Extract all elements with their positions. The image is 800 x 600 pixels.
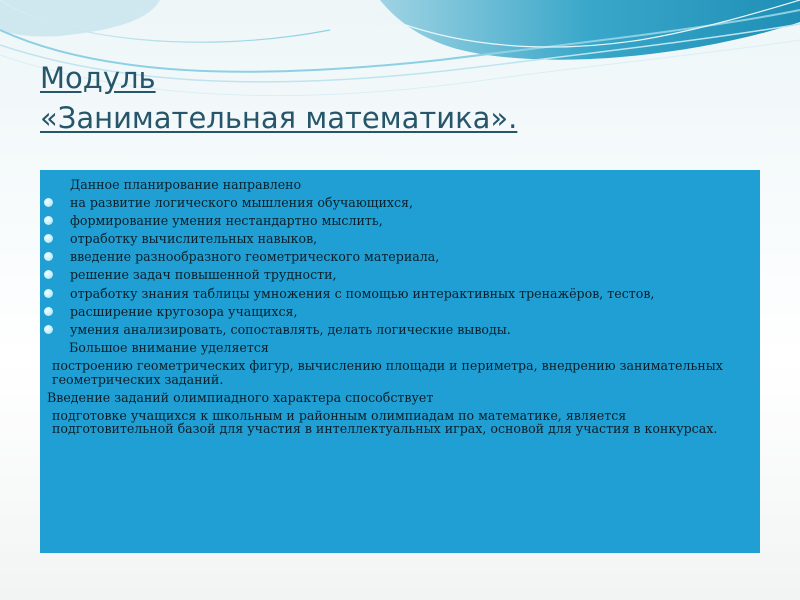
paragraph: построению геометрических фигур, вычислению площади и периметра, внедрению занимательных геометрических заданий.	[52, 357, 723, 387]
bullet-item: решение задач повышенной трудности,	[40, 268, 750, 282]
slide-title	[40, 58, 760, 138]
paragraph: Данное планирование направлено	[70, 177, 302, 192]
bullet-item: на развитие логического мышления обучающихся,	[40, 196, 750, 210]
bullet-item: отработку вычислительных навыков,	[40, 232, 750, 246]
bullet-item: введение разнообразного геометрического материала,	[40, 250, 750, 264]
bullet-item: умения анализировать, сопоставлять, делать логические выводы.	[40, 323, 750, 337]
bullet-item: формирование умения нестандартно мыслить,	[40, 214, 750, 228]
paragraph: Введение заданий олимпиадного характера способствует	[47, 389, 434, 405]
paragraph: Большое внимание уделяется	[69, 339, 269, 355]
title-line-1: Модуль	[40, 61, 156, 95]
bullet-item: отработку знания таблицы умножения с помощью интерактивных тренажёров, тестов,	[40, 287, 750, 301]
bullet-item: расширение кругозора учащихся,	[40, 305, 750, 319]
title-line-2: «Занимательная математика».	[40, 101, 518, 135]
content-box	[40, 170, 760, 553]
paragraph: подготовке учащихся к школьным и районным олимпиадам по математике, является подготовительной базой для участия в интеллектуальных играх, основой для участия в конкурсах.	[52, 407, 718, 437]
